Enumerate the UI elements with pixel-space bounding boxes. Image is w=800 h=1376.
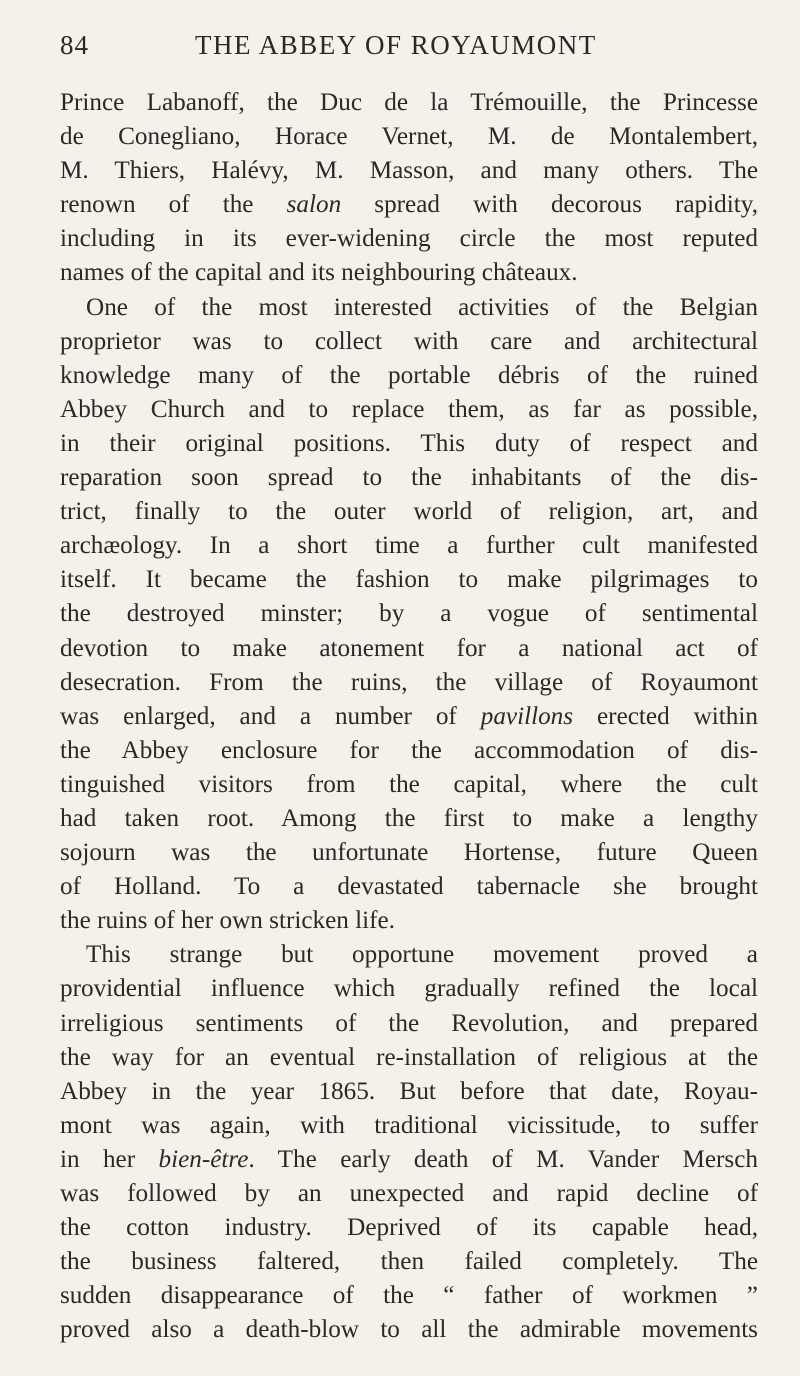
text-segment: in their original positions. This duty of respect and <box>60 429 758 457</box>
text-segment: renown of the <box>60 191 287 219</box>
text-segment: sudden disappearance of the “ father of workmen ” <box>60 1282 758 1310</box>
text-line <box>60 802 758 836</box>
text-segment: was followed by an unexpected and rapid decline of <box>60 1180 758 1207</box>
text-line <box>60 1279 758 1313</box>
text-line <box>60 1211 758 1245</box>
text-line <box>60 291 758 325</box>
text-segment: proprietor was to collect with care and architectural <box>60 327 758 355</box>
text-segment: providential influence which gradually refined the local <box>60 975 758 1003</box>
text-line <box>60 1143 758 1177</box>
running-head <box>60 30 760 64</box>
text-line <box>60 597 758 631</box>
text-segment: the destroyed minster; by a vogue of sentimental <box>60 600 758 628</box>
text-segment: spread with decorous rapidity, <box>341 191 758 219</box>
text-line <box>60 836 758 870</box>
text-segment: the cotton industry. Deprived of its capable head, <box>60 1214 758 1242</box>
text-segment: including in its ever-widening circle the most reputed <box>60 225 758 253</box>
text-line <box>60 734 758 768</box>
text-line <box>60 529 758 563</box>
text-line <box>60 632 758 666</box>
text-segment: the way for an eventual re-installation of religious at the <box>60 1043 758 1071</box>
text-segment: Prince Labanoff, the Duc de la Trémouille, the Princesse <box>60 89 758 116</box>
text-segment: devotion to make atonement for a national act of <box>60 634 758 662</box>
text-segment: the ruins of her own stricken life. <box>60 907 396 935</box>
text-segment: knowledge many of the portable débris of the ruined <box>60 361 758 389</box>
text-line <box>60 427 758 461</box>
text-segment: Abbey in the year 1865. But before that date, Royau- <box>60 1077 758 1105</box>
text-segment: Abbey Church and to replace them, as far as possible, <box>60 395 758 423</box>
text-segment: trict, finally to the outer world of religion, art, and <box>60 498 758 526</box>
text-line <box>60 393 758 427</box>
text-line <box>60 904 758 938</box>
page-number: 84 <box>60 30 89 60</box>
text-line <box>60 972 758 1006</box>
text-line <box>60 1313 758 1347</box>
text-segment: proved also a death-blow to all the admirable movements <box>60 1316 758 1344</box>
text-segment: in her <box>60 1145 159 1173</box>
text-segment: One of the most interested activities of the Belgian <box>86 293 758 321</box>
text-line <box>60 563 758 597</box>
text-line <box>60 1177 758 1211</box>
text-segment: itself. It became the fashion to make pilgrimages to <box>60 566 758 594</box>
text-segment: de Conegliano, Horace Vernet, M. de Montalembert, <box>60 123 758 151</box>
text-line <box>60 188 758 222</box>
body-text <box>60 86 758 1347</box>
text-line <box>60 870 758 904</box>
text-segment: This strange but opportune movement proved a <box>86 941 758 969</box>
text-line <box>60 325 758 359</box>
text-line <box>60 768 758 802</box>
text-segment: archæology. In a short time a further cult manifested <box>60 532 758 560</box>
text-line <box>60 1109 758 1143</box>
text-line <box>60 1041 758 1075</box>
text-line <box>60 1007 758 1041</box>
text-segment: had taken root. Among the first to make a lengthy <box>60 804 758 832</box>
text-line <box>60 461 758 495</box>
text-line <box>60 1245 758 1279</box>
text-line <box>60 495 758 529</box>
text-segment: the Abbey enclosure for the accommodation of dis- <box>60 736 758 764</box>
text-segment: reparation soon spread to the inhabitants of the dis- <box>60 464 758 492</box>
text-segment: was enlarged, and a number of <box>60 702 481 730</box>
text-line <box>60 222 758 256</box>
text-segment: tinguished visitors from the capital, where the cult <box>60 770 758 798</box>
text-line <box>60 154 758 188</box>
text-segment: of Holland. To a devastated tabernacle she brought <box>60 873 758 901</box>
text-line <box>60 1075 758 1109</box>
text-segment: the business faltered, then failed completely. The <box>60 1248 758 1276</box>
text-line <box>60 700 758 734</box>
text-line <box>60 256 758 290</box>
text-line <box>60 359 758 393</box>
running-title: THE ABBEY OF ROYAUMONT <box>195 30 597 60</box>
text-segment: . The early death of M. Vander Mersch <box>248 1145 758 1173</box>
text-segment: irreligious sentiments of the Revolution, and prepared <box>60 1009 758 1037</box>
text-segment: mont was again, with traditional vicissitude, to suffer <box>60 1111 758 1139</box>
italic-text: bien-être <box>158 1145 249 1173</box>
text-line <box>60 86 758 120</box>
text-line <box>60 938 758 972</box>
text-line <box>60 666 758 700</box>
text-line <box>60 120 758 154</box>
italic-text: salon <box>286 191 342 219</box>
text-segment: erected within <box>573 702 758 730</box>
italic-text: pavillons <box>480 702 574 730</box>
text-segment: sojourn was the unfortunate Hortense, future Queen <box>60 839 758 867</box>
text-segment: names of the capital and its neighbouring châteaux. <box>60 259 578 287</box>
text-segment: M. Thiers, Halévy, M. Masson, and many others. The <box>60 157 758 185</box>
text-segment: desecration. From the ruins, the village of Royaumont <box>60 668 758 696</box>
